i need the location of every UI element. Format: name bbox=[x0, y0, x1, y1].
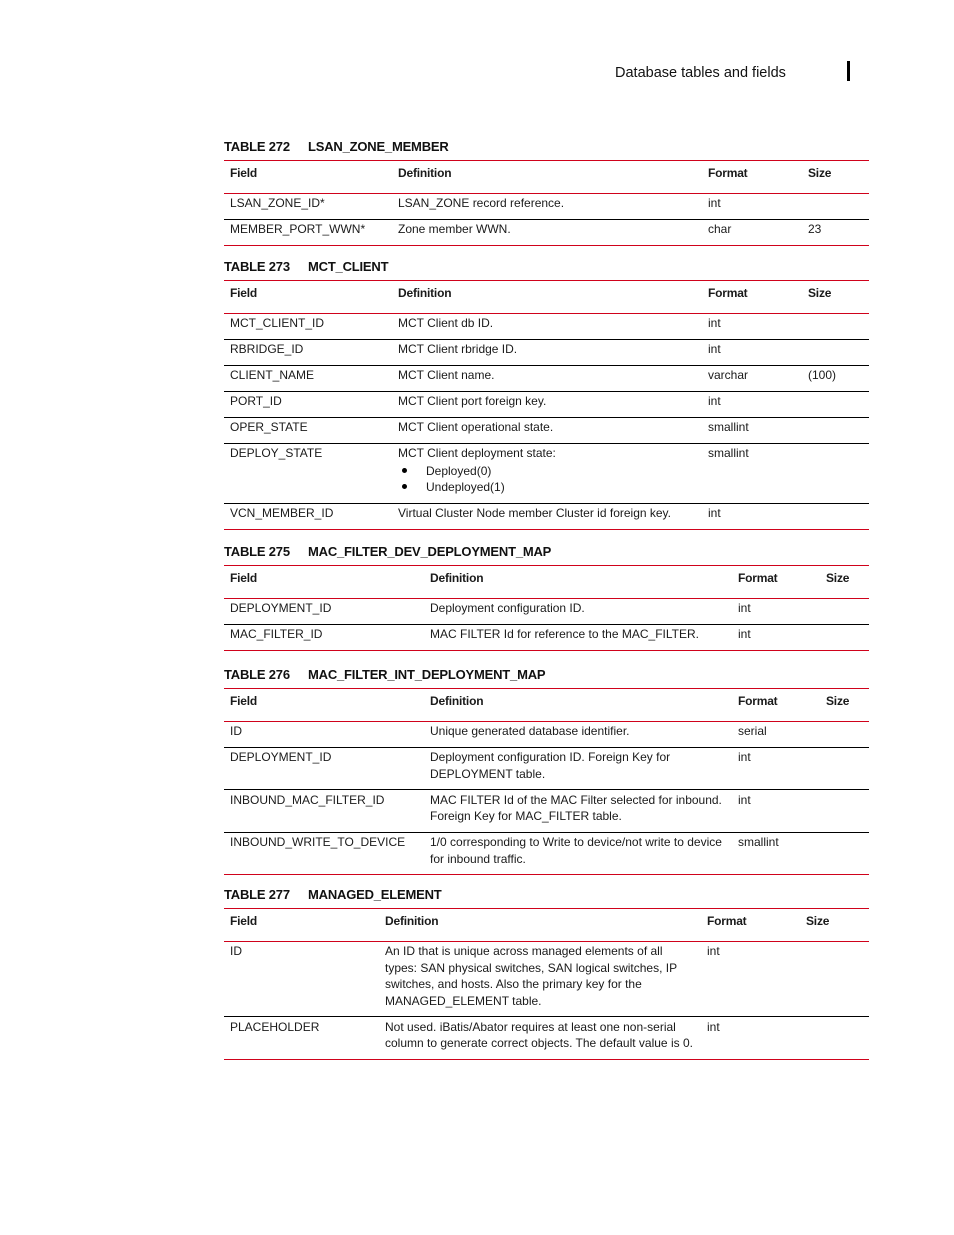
table-row bbox=[224, 339, 869, 365]
column-header-field: Field bbox=[224, 161, 392, 194]
cell-size bbox=[800, 941, 869, 1017]
table-lsan-zone-member bbox=[224, 160, 869, 246]
cell-definition: MAC FILTER Id for reference to the MAC_FILTER. bbox=[424, 624, 732, 650]
cell-size bbox=[800, 1017, 869, 1060]
table-row bbox=[224, 598, 869, 624]
cell-size bbox=[820, 832, 869, 875]
column-header-field: Field bbox=[224, 566, 424, 599]
table-header-row bbox=[224, 281, 869, 314]
cell-definition: Not used. iBatis/Abator requires at least one non-serial column to generate correct objects. The default value is 0. bbox=[379, 1017, 701, 1060]
cell-size bbox=[802, 193, 869, 219]
cell-size: 23 bbox=[802, 219, 869, 245]
cell-size bbox=[802, 391, 869, 417]
cell-field: OPER_STATE bbox=[224, 417, 392, 443]
cell-field: INBOUND_WRITE_TO_DEVICE bbox=[224, 832, 424, 875]
list-item: Deployed(0) bbox=[426, 463, 696, 480]
cell-field: INBOUND_MAC_FILTER_ID bbox=[224, 790, 424, 833]
table-row bbox=[224, 365, 869, 391]
table-header-row bbox=[224, 689, 869, 722]
cell-field: PLACEHOLDER bbox=[224, 1017, 379, 1060]
cell-format: smallint bbox=[732, 832, 820, 875]
cell-definition: Deployment configuration ID. bbox=[424, 598, 732, 624]
cell-format: serial bbox=[732, 721, 820, 747]
cell-size bbox=[820, 624, 869, 650]
cell-definition: MCT Client port foreign key. bbox=[392, 391, 702, 417]
column-header-field: Field bbox=[224, 689, 424, 722]
cell-size bbox=[820, 598, 869, 624]
list-item: Undeployed(1) bbox=[426, 479, 696, 496]
table-header-row bbox=[224, 909, 869, 942]
column-header-format: Format bbox=[702, 281, 802, 314]
cell-format: smallint bbox=[702, 417, 802, 443]
cell-format: int bbox=[702, 313, 802, 339]
cell-definition bbox=[392, 443, 702, 503]
cell-field: MAC_FILTER_ID bbox=[224, 624, 424, 650]
cell-format: int bbox=[701, 941, 800, 1017]
column-header-format: Format bbox=[702, 161, 802, 194]
cell-field: LSAN_ZONE_ID* bbox=[224, 193, 392, 219]
cell-definition: Zone member WWN. bbox=[392, 219, 702, 245]
cell-format: int bbox=[732, 624, 820, 650]
column-header-field: Field bbox=[224, 909, 379, 942]
cell-field: PORT_ID bbox=[224, 391, 392, 417]
cell-size bbox=[802, 443, 869, 503]
table-managed-element bbox=[224, 908, 869, 1060]
table-row bbox=[224, 941, 869, 1017]
table-row bbox=[224, 313, 869, 339]
table-name: MAC_FILTER_INT_DEPLOYMENT_MAP bbox=[308, 667, 546, 682]
table-number: TABLE 272 bbox=[224, 139, 290, 154]
cell-size bbox=[802, 339, 869, 365]
column-header-format: Format bbox=[732, 566, 820, 599]
table-row bbox=[224, 832, 869, 875]
cell-field: VCN_MEMBER_ID bbox=[224, 503, 392, 529]
table-row bbox=[224, 747, 869, 790]
cell-field: ID bbox=[224, 721, 424, 747]
table-row bbox=[224, 417, 869, 443]
table-name: LSAN_ZONE_MEMBER bbox=[308, 139, 449, 154]
column-header-definition: Definition bbox=[392, 161, 702, 194]
cell-definition: LSAN_ZONE record reference. bbox=[392, 193, 702, 219]
table-name: MAC_FILTER_DEV_DEPLOYMENT_MAP bbox=[308, 544, 552, 559]
table-mac-filter-dev-deployment-map bbox=[224, 565, 869, 651]
cell-definition: Unique generated database identifier. bbox=[424, 721, 732, 747]
column-header-format: Format bbox=[701, 909, 800, 942]
cell-size bbox=[802, 313, 869, 339]
column-header-size: Size bbox=[820, 566, 869, 599]
column-header-definition: Definition bbox=[392, 281, 702, 314]
bullet-list bbox=[398, 463, 696, 496]
column-header-format: Format bbox=[732, 689, 820, 722]
cell-field: ID bbox=[224, 941, 379, 1017]
table-row bbox=[224, 443, 869, 503]
table-number: TABLE 273 bbox=[224, 259, 290, 274]
table-name: MCT_CLIENT bbox=[308, 259, 389, 274]
header-margin-bar bbox=[847, 61, 850, 81]
column-header-definition: Definition bbox=[424, 689, 732, 722]
table-number: TABLE 275 bbox=[224, 544, 290, 559]
column-header-size: Size bbox=[802, 161, 869, 194]
cell-definition: MAC FILTER Id of the MAC Filter selected for inbound. Foreign Key for MAC_FILTER table. bbox=[424, 790, 732, 833]
cell-field: DEPLOY_STATE bbox=[224, 443, 392, 503]
cell-definition: Virtual Cluster Node member Cluster id foreign key. bbox=[392, 503, 702, 529]
table-number: TABLE 276 bbox=[224, 667, 290, 682]
table-row bbox=[224, 624, 869, 650]
table-number: TABLE 277 bbox=[224, 887, 290, 902]
table-row bbox=[224, 503, 869, 529]
cell-format: int bbox=[702, 391, 802, 417]
table-row bbox=[224, 391, 869, 417]
cell-format: smallint bbox=[702, 443, 802, 503]
table-276-caption bbox=[224, 667, 545, 682]
cell-definition: MCT Client operational state. bbox=[392, 417, 702, 443]
column-header-size: Size bbox=[820, 689, 869, 722]
table-row bbox=[224, 1017, 869, 1060]
cell-format: int bbox=[701, 1017, 800, 1060]
column-header-definition: Definition bbox=[379, 909, 701, 942]
cell-definition: MCT Client rbridge ID. bbox=[392, 339, 702, 365]
column-header-field: Field bbox=[224, 281, 392, 314]
cell-field: DEPLOYMENT_ID bbox=[224, 747, 424, 790]
cell-format: int bbox=[702, 339, 802, 365]
cell-size bbox=[802, 503, 869, 529]
cell-size bbox=[820, 747, 869, 790]
page-header-title: Database tables and fields bbox=[615, 65, 786, 81]
table-275-caption bbox=[224, 544, 551, 559]
cell-size bbox=[820, 790, 869, 833]
table-277-caption bbox=[224, 887, 442, 902]
column-header-size: Size bbox=[802, 281, 869, 314]
cell-size bbox=[802, 417, 869, 443]
table-header-row bbox=[224, 566, 869, 599]
table-row bbox=[224, 790, 869, 833]
cell-field: RBRIDGE_ID bbox=[224, 339, 392, 365]
table-row bbox=[224, 721, 869, 747]
table-header-row bbox=[224, 161, 869, 194]
table-mac-filter-int-deployment-map bbox=[224, 688, 869, 875]
cell-field: MCT_CLIENT_ID bbox=[224, 313, 392, 339]
table-273-caption bbox=[224, 259, 388, 274]
cell-field: CLIENT_NAME bbox=[224, 365, 392, 391]
cell-field: DEPLOYMENT_ID bbox=[224, 598, 424, 624]
cell-definition: An ID that is unique across managed elements of all types: SAN physical switches, SAN logical switches, IP switches, and hosts. Also the primary key for the MANAGED_ELEMENT table. bbox=[379, 941, 701, 1017]
table-272-caption bbox=[224, 139, 449, 154]
cell-format: int bbox=[702, 503, 802, 529]
cell-format: char bbox=[702, 219, 802, 245]
column-header-size: Size bbox=[800, 909, 869, 942]
cell-definition: MCT Client db ID. bbox=[392, 313, 702, 339]
table-mct-client bbox=[224, 280, 869, 530]
cell-field: MEMBER_PORT_WWN* bbox=[224, 219, 392, 245]
definition-text: MCT Client deployment state: bbox=[398, 446, 556, 460]
cell-definition: MCT Client name. bbox=[392, 365, 702, 391]
cell-format: int bbox=[732, 598, 820, 624]
table-name: MANAGED_ELEMENT bbox=[308, 887, 442, 902]
table-row bbox=[224, 219, 869, 245]
cell-size bbox=[820, 721, 869, 747]
cell-format: int bbox=[702, 193, 802, 219]
cell-size: (100) bbox=[802, 365, 869, 391]
cell-definition: 1/0 corresponding to Write to device/not write to device for inbound traffic. bbox=[424, 832, 732, 875]
column-header-definition: Definition bbox=[424, 566, 732, 599]
cell-definition: Deployment configuration ID. Foreign Key for DEPLOYMENT table. bbox=[424, 747, 732, 790]
cell-format: varchar bbox=[702, 365, 802, 391]
table-row bbox=[224, 193, 869, 219]
cell-format: int bbox=[732, 747, 820, 790]
cell-format: int bbox=[732, 790, 820, 833]
